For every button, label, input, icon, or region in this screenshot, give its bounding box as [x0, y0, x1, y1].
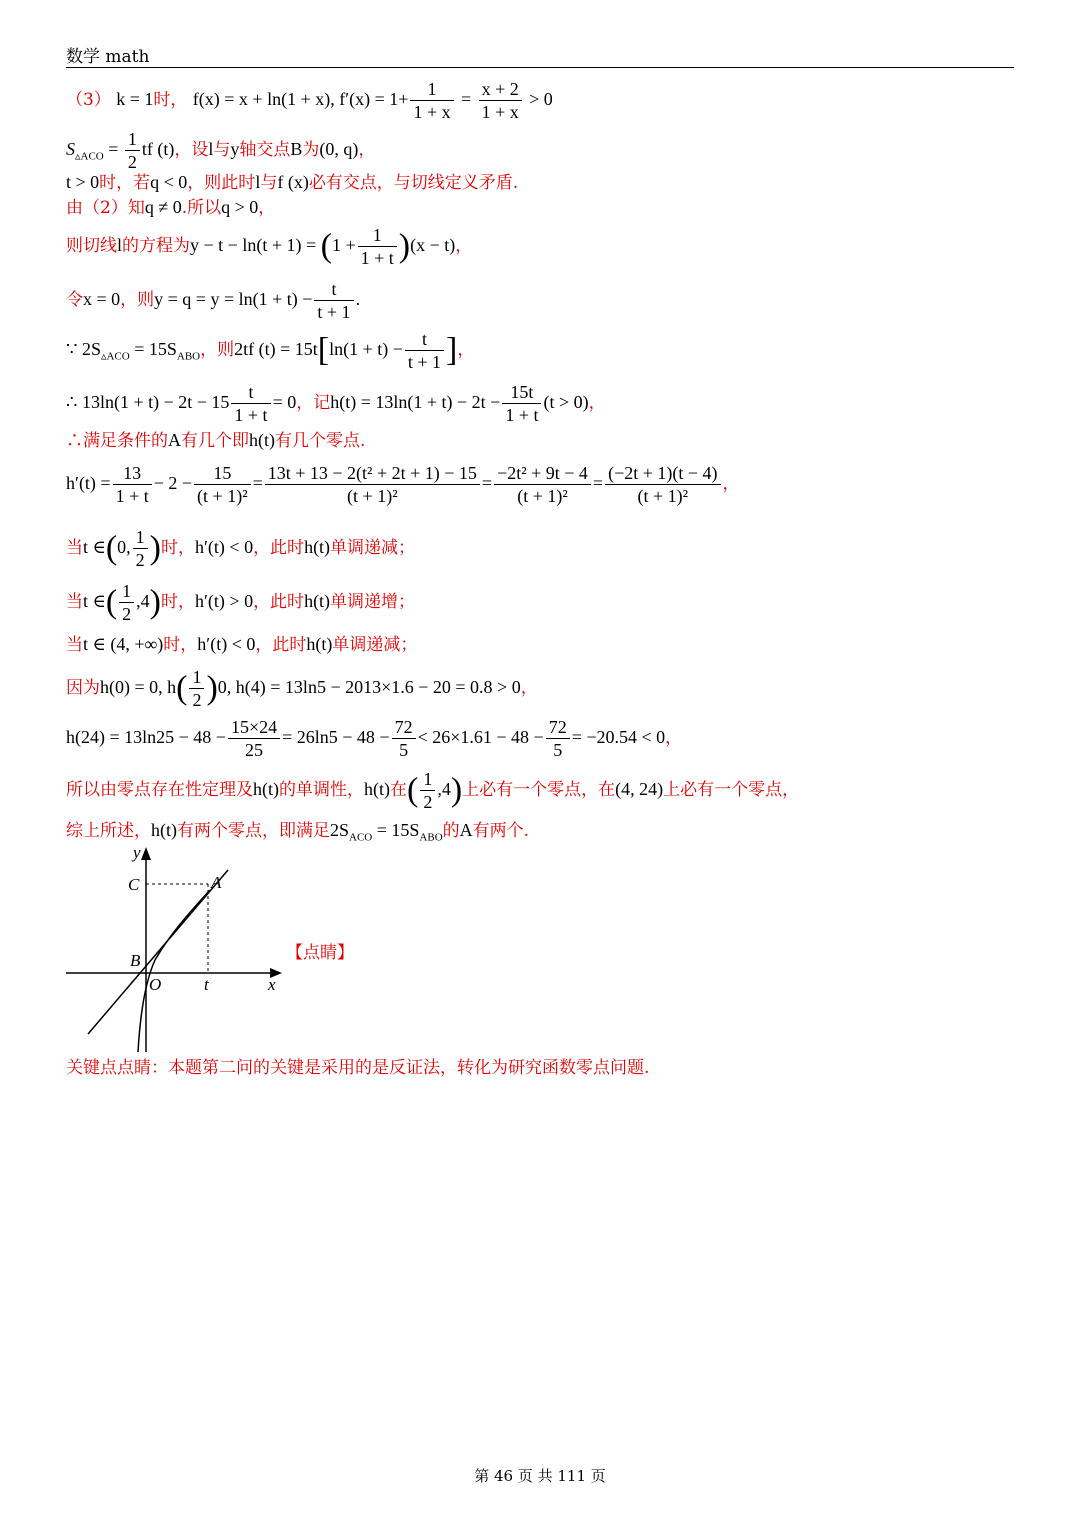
fraction — [502, 381, 541, 426]
text: ，此时 — [253, 538, 305, 558]
numerator: 1 — [420, 768, 435, 791]
label-c: C — [128, 875, 140, 894]
math: ln(1 + t) − — [329, 339, 403, 359]
math: h′(t) < 0 — [194, 537, 254, 557]
text: 当 — [66, 592, 83, 612]
denominator: 2 — [135, 550, 145, 570]
numerator: t — [405, 328, 444, 351]
numerator: 72 — [392, 716, 416, 739]
math-b: 2S — [330, 820, 350, 840]
denominator: 1 + t — [234, 405, 268, 425]
math: y = q = y = ln(1 + t) − — [154, 289, 313, 309]
math: t ∈ (4, +∞) — [83, 634, 164, 654]
text: 则切线 — [66, 236, 117, 256]
paren-right: ) — [398, 227, 411, 265]
numerator: 13t + 13 − 2(t² + 2t + 1) − 15 — [265, 462, 480, 485]
math: h(t) — [151, 820, 177, 840]
denominator: 25 — [245, 740, 264, 760]
fraction — [133, 526, 148, 571]
text: ，则 — [200, 340, 235, 360]
math: h′(t) = — [66, 473, 111, 493]
label-y: y — [133, 843, 141, 862]
math: h′(t) > 0 — [194, 591, 254, 611]
line-8 — [66, 381, 606, 426]
fraction — [410, 78, 453, 123]
text: 上必有一个零点， — [663, 780, 800, 800]
fraction — [420, 768, 435, 813]
text: 有两个零点，即满足 — [177, 821, 330, 841]
fraction — [405, 328, 444, 373]
math: h(t) — [253, 779, 279, 799]
math: ∴ 13ln(1 + t) − 2t − 15 — [66, 392, 230, 412]
math: (x − t) — [410, 235, 456, 255]
text: ， — [520, 678, 538, 698]
math: A — [459, 820, 473, 840]
line-15 — [66, 716, 682, 761]
math: = 26ln5 − 48 − — [282, 727, 390, 747]
fraction — [392, 716, 416, 761]
y-axis-arrow — [141, 847, 151, 860]
denominator: (t + 1)² — [517, 486, 568, 506]
math: h(t) — [249, 430, 275, 450]
math: t > 0 — [66, 172, 100, 192]
math: h(t) = 13ln(1 + t) − 2t − — [330, 392, 501, 412]
numerator: 1 — [133, 526, 148, 549]
math: 1 + — [331, 235, 356, 255]
curve — [138, 890, 210, 1052]
math: x = 0 — [83, 289, 121, 309]
line-5 — [66, 224, 472, 269]
denominator: 1 + t — [115, 486, 149, 506]
text: ，则 — [120, 290, 155, 310]
text: 有几个即 — [181, 431, 249, 451]
text: ∴满足条件的 — [66, 431, 168, 451]
text: ， — [588, 393, 606, 413]
fraction — [189, 666, 204, 711]
fraction — [265, 462, 480, 507]
text: 由（2）知 — [66, 198, 145, 218]
math: h(t) — [364, 779, 390, 799]
denominator: t + 1 — [407, 352, 442, 372]
math: y − t − ln(t + 1) = — [190, 235, 321, 255]
paren-left: ( — [320, 227, 332, 265]
denominator: 1 + t — [505, 405, 539, 425]
text: 当 — [66, 635, 83, 655]
text: ， — [665, 728, 683, 748]
math: h(t) — [304, 537, 331, 557]
text: 为 — [302, 140, 320, 160]
math-b: = 15S — [129, 339, 177, 359]
denominator: 1 + x — [481, 102, 519, 122]
numerator: x + 2 — [479, 78, 522, 101]
math: h(0) = 0, h — [100, 677, 177, 697]
line-11 — [66, 526, 415, 571]
paren-right: ) — [206, 669, 218, 707]
text: 时，若 — [99, 173, 151, 193]
section-heading-dianjing: 【点睛】 — [286, 943, 354, 963]
text: 时， — [160, 538, 195, 558]
math: (t > 0) — [543, 392, 589, 412]
math-a: ∵ 2S — [66, 339, 101, 359]
math: 0, — [117, 537, 131, 557]
math: (4, 24) — [615, 779, 664, 799]
numerator: 1 — [189, 666, 204, 689]
line-6 — [66, 278, 360, 323]
denominator: (t + 1)² — [347, 486, 398, 506]
text: ， — [258, 198, 276, 218]
math: < 26×1.61 − 48 − — [417, 727, 544, 747]
text: 时， — [153, 90, 188, 110]
math: ,4 — [136, 591, 150, 611]
math: . — [355, 289, 361, 309]
math: = — [252, 473, 263, 493]
text: 单调递减； — [330, 538, 416, 558]
paren-left: ( — [105, 583, 118, 621]
text: 当 — [66, 538, 83, 558]
fraction — [231, 381, 270, 426]
numerator: 1 — [119, 580, 134, 603]
fraction — [228, 716, 280, 761]
denominator: t + 1 — [317, 302, 351, 322]
math: − 2 − — [153, 473, 193, 493]
paren-right: ) — [450, 771, 463, 809]
math: (0, q) — [319, 139, 359, 159]
text: 必有交点，与切线定义矛盾. — [308, 173, 519, 193]
subscript: ACO — [349, 831, 373, 844]
line-13 — [66, 632, 417, 657]
math: = — [461, 89, 472, 109]
tangent-line — [88, 870, 228, 1034]
fraction — [605, 462, 720, 507]
text: ，设 — [174, 140, 209, 160]
subscript: ▵ACO — [100, 350, 130, 363]
text: 时， — [160, 592, 195, 612]
text: 在 — [390, 780, 407, 800]
page-footer: 第 46 页 共 111 页 — [474, 1467, 606, 1485]
math: h(t) — [306, 634, 333, 654]
text: 所以由零点存在性定理及 — [66, 780, 253, 800]
text: 单调递增； — [330, 592, 416, 612]
fraction — [358, 224, 397, 269]
numerator: 15×24 — [228, 716, 280, 739]
text: 上必有一个零点，在 — [462, 780, 616, 800]
math: B — [290, 139, 303, 159]
equals: = — [103, 139, 123, 159]
text: ， — [722, 474, 740, 494]
paren-right: ) — [149, 583, 161, 621]
math — [66, 139, 123, 163]
math: h′(t) < 0 — [197, 634, 256, 654]
text: 与 — [213, 140, 231, 160]
fraction — [314, 278, 353, 323]
math: y — [230, 139, 240, 159]
math: A — [168, 430, 181, 450]
text: ， — [457, 340, 475, 360]
math: f(x) = x + ln(1 + x), f′(x) = 1+ — [192, 89, 409, 109]
header-title: 数学 math — [66, 47, 150, 67]
math: 2tf (t) = 15t — [234, 339, 318, 359]
text: 的方程为 — [122, 236, 191, 256]
math: h(t) — [304, 591, 331, 611]
text: 单调递减； — [332, 635, 418, 655]
denominator: 2 — [192, 690, 202, 710]
denominator: (t + 1)² — [197, 486, 248, 506]
text: ， — [455, 236, 473, 256]
numerator: 72 — [546, 716, 570, 739]
label-t: t — [204, 975, 209, 994]
denominator: 5 — [553, 740, 563, 760]
numerator: 1 — [125, 128, 140, 151]
math: = −20.54 < 0 — [571, 727, 666, 747]
line-7 — [66, 328, 474, 373]
text: 令 — [66, 290, 83, 310]
numerator: t — [231, 381, 270, 404]
text: 综上所述， — [66, 821, 151, 841]
math: t ∈ — [83, 591, 106, 611]
header-rule — [66, 67, 1014, 68]
math: ,4 — [437, 779, 451, 799]
fraction — [494, 462, 591, 507]
numerator: 15 — [194, 462, 251, 485]
line-12 — [66, 580, 415, 625]
bracket-left: [ — [317, 331, 330, 369]
fraction — [546, 716, 570, 761]
text: ，此时 — [253, 592, 305, 612]
math: = 0 — [272, 392, 297, 412]
line-1 — [66, 78, 553, 123]
subscript: ▵ACO — [75, 150, 104, 163]
denominator: (t + 1)² — [637, 486, 689, 506]
line-9 — [66, 428, 365, 453]
label-b: B — [130, 951, 141, 970]
line-2 — [66, 128, 375, 173]
denominator: 2 — [127, 152, 137, 172]
text: .所以 — [181, 198, 222, 218]
key-point-text: 关键点点睛：本题第二问的关键是采用的是反证法，转化为研究函数零点问题. — [66, 1058, 650, 1078]
line-3 — [66, 170, 518, 195]
label-o: O — [149, 975, 162, 994]
line-16 — [66, 768, 799, 813]
denominator: 1 + t — [360, 248, 394, 268]
fraction — [113, 462, 152, 507]
text: 有几个零点. — [275, 431, 366, 451]
text: 轴交点 — [239, 140, 291, 160]
text: 因为 — [66, 678, 100, 698]
denominator: 2 — [423, 792, 433, 812]
tangent-line-figure — [60, 842, 300, 1057]
text: 的 — [442, 821, 460, 841]
math: f (x) — [277, 172, 309, 192]
math: h(24) = 13ln25 − 48 − — [66, 727, 226, 747]
paren-left: ( — [407, 771, 419, 809]
math: l — [208, 139, 214, 159]
numerator: 15t — [502, 381, 541, 404]
text: 与 — [260, 173, 278, 193]
numerator: 1 — [358, 224, 397, 247]
numerator: (−2t + 1)(t − 4) — [605, 462, 720, 485]
text: 有两个. — [472, 821, 530, 841]
numerator: 13 — [113, 462, 152, 485]
text: 的单调性， — [279, 780, 364, 800]
math: 0, h(4) = 13ln5 − 2013×1.6 − 20 = 0.8 > 0 — [217, 677, 521, 697]
math: > 0 — [529, 89, 553, 109]
text: 时， — [163, 635, 198, 655]
fraction — [125, 128, 140, 173]
fraction — [119, 580, 134, 625]
line-4 — [66, 195, 275, 220]
math: q > 0 — [221, 197, 259, 217]
subscript: ABO — [176, 350, 201, 363]
paren-left: ( — [105, 529, 118, 567]
math: l — [255, 172, 261, 192]
bracket-right: ] — [446, 331, 458, 369]
line-10 — [66, 462, 740, 507]
text: ，此时 — [255, 635, 307, 655]
text: ，记 — [296, 393, 331, 413]
math: t ∈ — [83, 537, 106, 557]
math: = — [481, 473, 493, 493]
math: l — [117, 235, 123, 255]
denominator: 1 + x — [413, 102, 451, 122]
text: ，则此时 — [187, 173, 256, 193]
numerator: −2t² + 9t − 4 — [494, 462, 591, 485]
math: q ≠ 0 — [144, 197, 182, 217]
part-label: （3） — [66, 90, 111, 110]
symbol-s: S — [66, 139, 75, 159]
label-x: x — [268, 975, 276, 994]
numerator: t — [314, 278, 353, 301]
math: q < 0 — [150, 172, 188, 192]
text: ， — [358, 140, 376, 160]
math: = — [592, 473, 604, 493]
math: tf (t) — [141, 139, 175, 159]
paren-left: ( — [176, 669, 188, 707]
label-a: A — [211, 873, 222, 892]
math: k = 1 — [116, 89, 154, 109]
line-14 — [66, 666, 538, 711]
math — [330, 820, 443, 844]
subscript: ABO — [419, 831, 443, 844]
paren-right: ) — [149, 529, 161, 567]
denominator: 5 — [399, 740, 409, 760]
denominator: 2 — [122, 604, 132, 624]
math — [66, 339, 201, 363]
math-c: = 15S — [372, 820, 420, 840]
fraction — [194, 462, 251, 507]
fraction — [479, 78, 522, 123]
numerator: 1 — [410, 78, 453, 101]
